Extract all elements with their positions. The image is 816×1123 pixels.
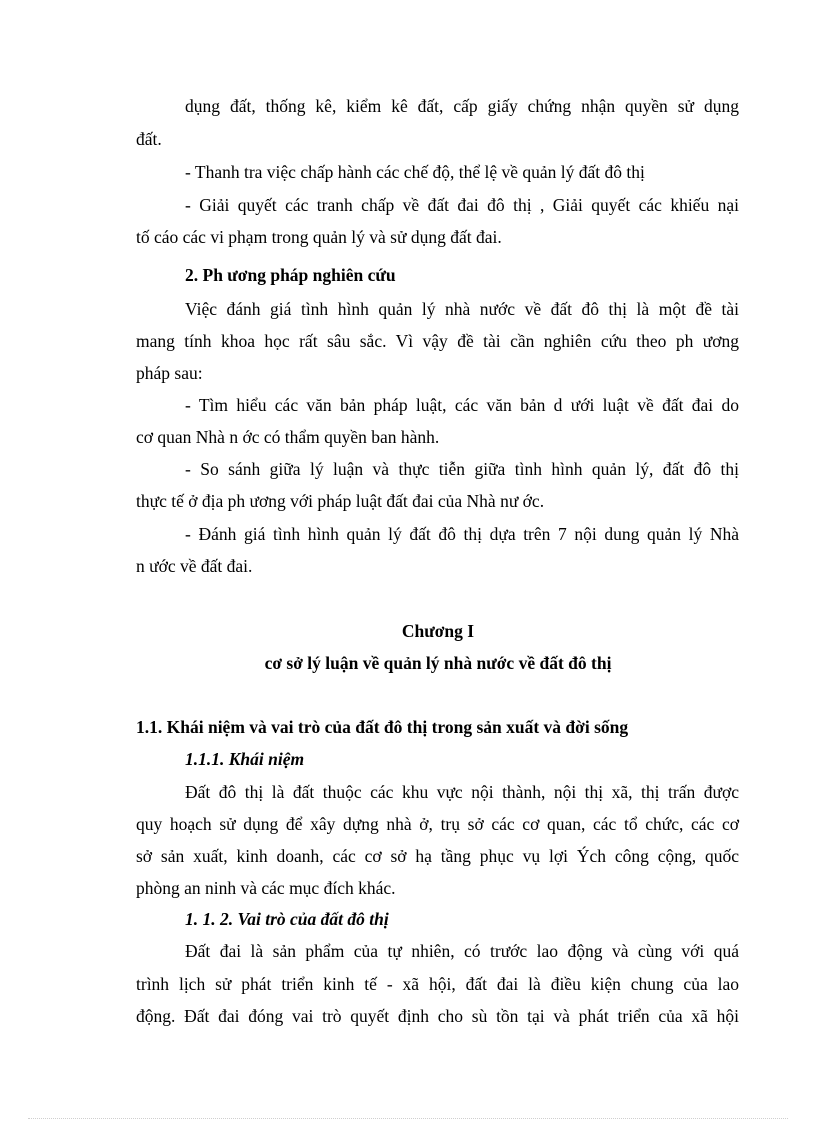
paragraph-line: đất. (136, 129, 162, 149)
list-item: - So sánh giữa lý luận và thực tiễn giữa tình hình quản lý, đất đô thị (185, 459, 739, 479)
list-item: - Giải quyết các tranh chấp về đất đai đô thị , Giải quyết các khiếu nại (185, 195, 739, 215)
paragraph-line: Đất đô thị là đất thuộc các khu vực nội thành, nội thị xã, thị trấn được (185, 782, 739, 802)
paragraph-line: cơ quan Nhà n ớc có thẩm quyền ban hành. (136, 427, 440, 447)
paragraph-line: phòng an ninh và các mục đích khác. (136, 878, 396, 898)
paragraph-line: quy hoạch sử dụng để xây dựng nhà ở, trụ sở các cơ quan, các tổ chức, các cơ (136, 814, 739, 834)
subsection-heading: 1.1.1. Khái niệm (185, 749, 305, 769)
paragraph-line: mang tính khoa học rất sâu sắc. Vì vậy đề tài cần nghiên cứu theo ph ương (136, 331, 739, 351)
paragraph-line: sở sản xuất, kinh doanh, các cơ sở hạ tầng phục vụ lợi Ých công cộng, quốc (136, 846, 739, 866)
paragraph-line: tố cáo các vi phạm trong quản lý và sử dụng đất đai. (136, 227, 502, 247)
list-item: - Đánh giá tình hình quản lý đất đô thị dựa trên 7 nội dung quản lý Nhà (185, 524, 739, 544)
paragraph-line: dụng đất, thống kê, kiểm kê đất, cấp giấy chứng nhận quyền sử dụng (185, 96, 739, 116)
chapter-title: Chương I (401, 621, 475, 641)
paragraph-line: Việc đánh giá tình hình quản lý nhà nước về đất đô thị là một đề tài (185, 299, 739, 319)
paragraph-line: thực tế ở địa ph ương với pháp luật đất đai của Nhà nư ớc. (136, 491, 545, 511)
subsection-heading: 1. 1. 2. Vai trò của đất đô thị (185, 909, 389, 929)
list-item: - Thanh tra việc chấp hành các chế độ, thể lệ về quản lý đất đô thị (185, 162, 645, 182)
section-heading: 1.1. Khái niệm và vai trò của đất đô thị trong sản xuất và đời sống (136, 717, 629, 737)
paragraph-line: Đất đai là sản phẩm của tự nhiên, có trước lao động và cùng với quá (185, 941, 739, 961)
paragraph-line: n ước về đất đai. (136, 556, 253, 576)
paragraph-line: động. Đất đai đóng vai trò quyết định cho sù tồn tại và phát triển của xã hội (136, 1006, 739, 1026)
paragraph-line: pháp sau: (136, 363, 203, 383)
section-heading: 2. Ph ương pháp nghiên cứu (185, 265, 396, 285)
page-footer-divider (28, 1118, 788, 1119)
paragraph-line: trình lịch sử phát triển kinh tế - xã hội, đất đai là điều kiện chung của lao (136, 974, 739, 994)
chapter-subtitle: cơ sở lý luận về quản lý nhà nước về đất đô thị (264, 653, 612, 673)
list-item: - Tìm hiểu các văn bản pháp luật, các văn bản d ưới luật về đất đai do (185, 395, 739, 415)
